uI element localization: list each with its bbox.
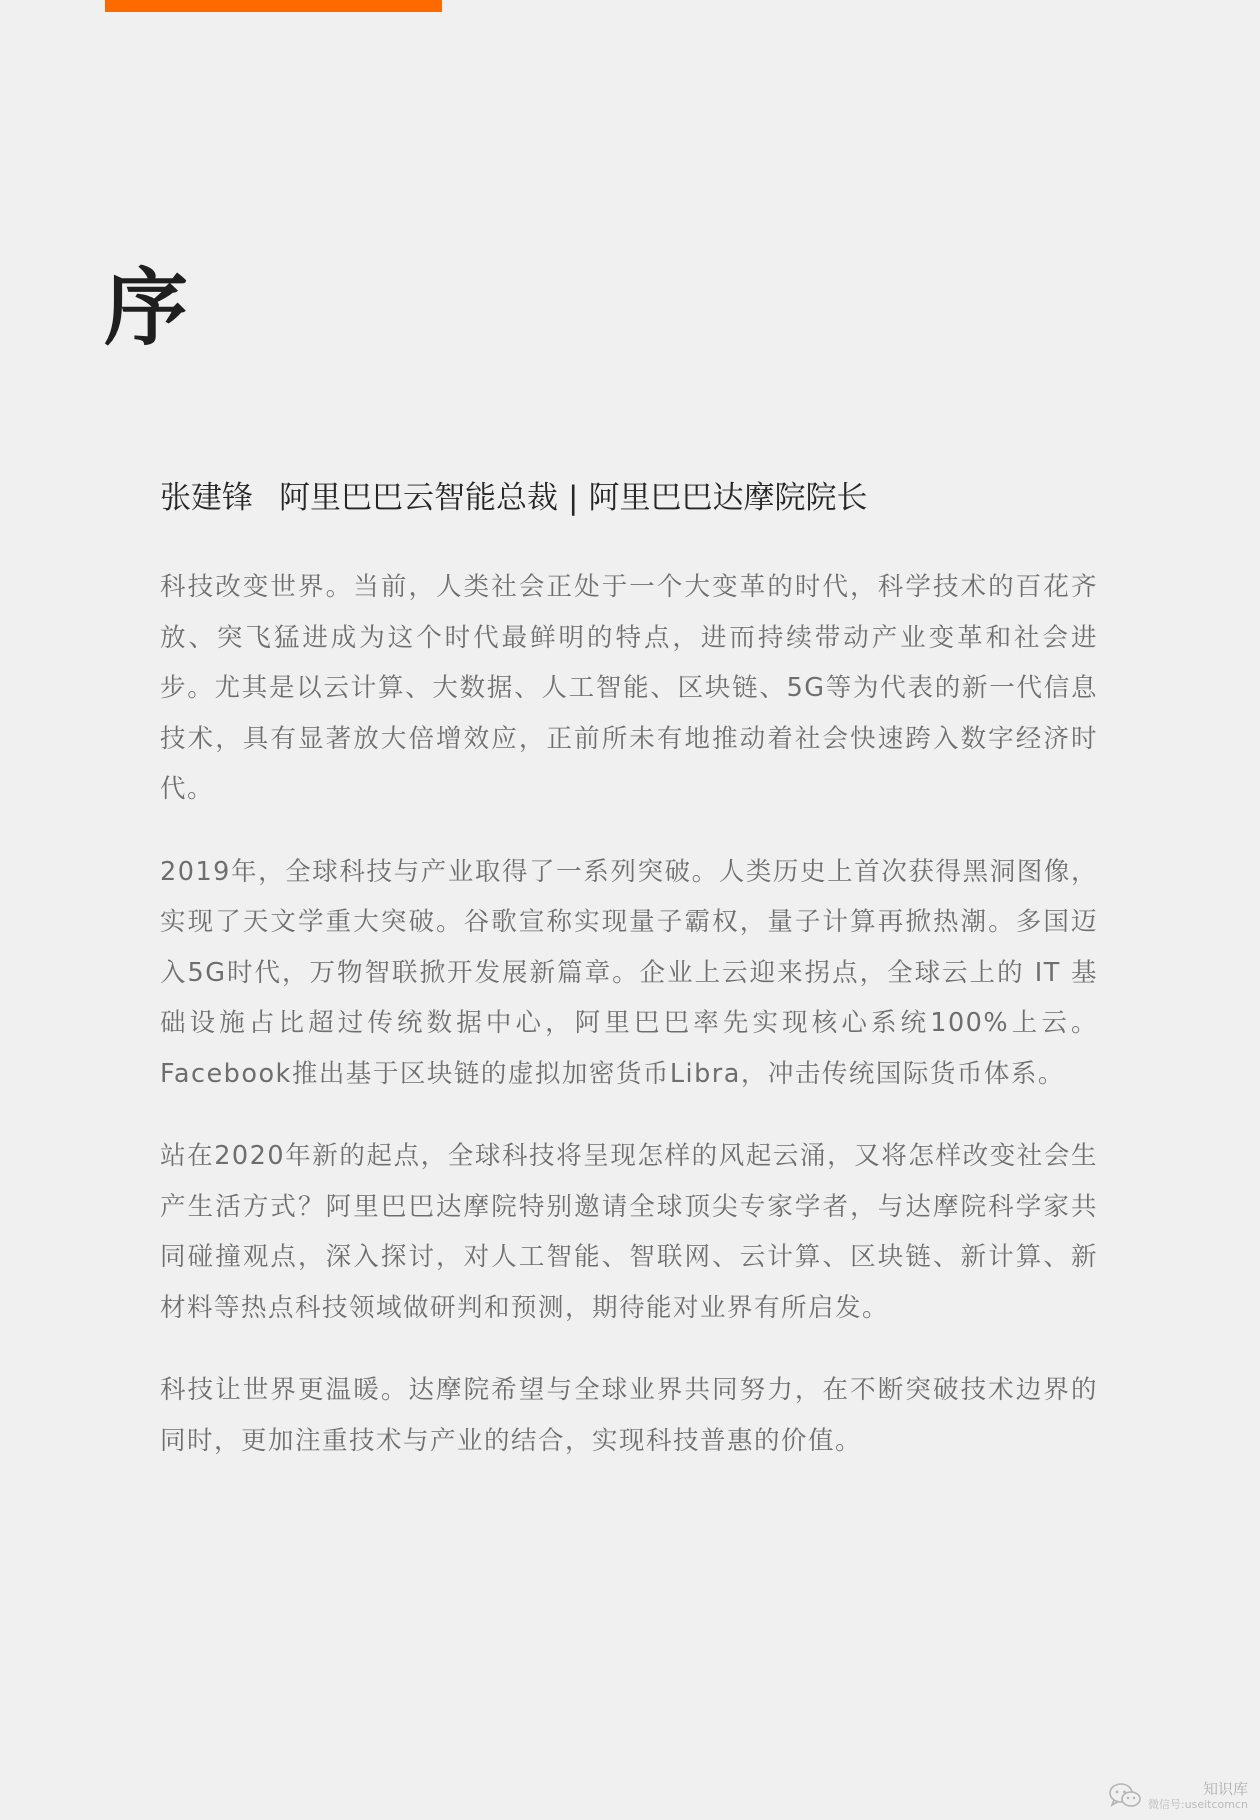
author-role-1: 阿里巴巴云智能总裁 (279, 480, 558, 516)
author-role-2: 阿里巴巴达摩院院长 (588, 480, 868, 516)
author-separator: | (568, 480, 579, 516)
paragraph-2: 2019年，全球科技与产业取得了一系列突破。人类历史上首次获得黑洞图像，实现了天文学重大突破。谷歌宣称实现量子霸权，量子计算再掀热潮。多国迈入5G时代，万物智联掀开发展新篇章。企业上云迎来拐点，全球云上的 IT 基础设施占比超过传统数据中心，阿里巴巴率先实现核心系统100%上云。Facebook推出基于区块链的虚拟加密货币Libra，冲击传统国际货币体系。 (160, 856, 1098, 1089)
page-title: 序 (104, 259, 189, 357)
paragraph-3: 站在2020年新的起点，全球科技将呈现怎样的风起云涌，又将怎样改变社会生产生活方式？阿里巴巴达摩院特别邀请全球顶尖专家学者，与达摩院科学家共同碰撞观点，深入探讨，对人工智能、智联网、云计算、区块链、新计算、新材料等热点科技领域做研判和预测，期待能对业界有所启发。 (160, 1141, 1098, 1323)
author-line (160, 474, 867, 522)
preface-body (160, 562, 1098, 1498)
author-name: 张建锋 (160, 480, 253, 516)
watermark-name: 知识库 (1202, 1780, 1248, 1798)
watermark-id: 微信号:useitcomcn (1147, 1798, 1248, 1811)
accent-bar (105, 0, 442, 12)
paragraph-4: 科技让世界更温暖。达摩院希望与全球业界共同努力，在不断突破技术边界的同时，更加注重技术与产业的结合，实现科技普惠的价值。 (160, 1375, 1098, 1456)
wechat-icon (1108, 1782, 1142, 1810)
paragraph-1: 科技改变世界。当前，人类社会正处于一个大变革的时代，科学技术的百花齐放、突飞猛进成为这个时代最鲜明的特点，进而持续带动产业变革和社会进步。尤其是以云计算、大数据、人工智能、区块链、5G等为代表的新一代信息技术，具有显著放大倍增效应，正前所未有地推动着社会快速跨入数字经济时代。 (160, 572, 1098, 804)
watermark (1108, 1780, 1248, 1812)
